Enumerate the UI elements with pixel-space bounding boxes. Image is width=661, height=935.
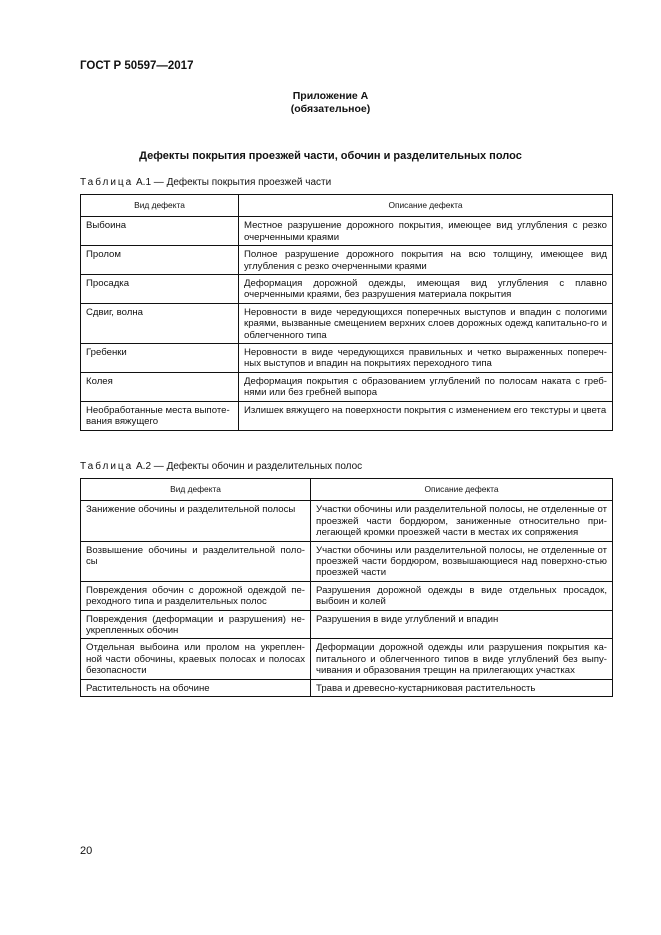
table-row xyxy=(81,246,613,275)
defect-description: Неровности в виде чередующихся правильных и четко выраженных попереч-ных выступов и впадин на покрытиях переходного типа xyxy=(239,344,613,373)
defect-description: Местное разрушение дорожного покрытия, имеющее вид углубления с резко очерченными краями xyxy=(239,217,613,246)
table2-header-type: Вид дефекта xyxy=(81,479,311,501)
table-row xyxy=(81,639,613,679)
defect-type: Гребенки xyxy=(81,344,239,373)
defect-description: Трава и древесно-кустарниковая растительность xyxy=(311,679,613,696)
table1-header-row xyxy=(81,195,613,217)
table-row xyxy=(81,217,613,246)
table-row xyxy=(81,372,613,401)
standard-number: ГОСТ Р 50597—2017 xyxy=(80,60,194,72)
defect-description: Разрушения дорожной одежды в виде отдельных просадок, выбоин и колей xyxy=(311,581,613,610)
defect-type: Растительность на обочине xyxy=(81,679,311,696)
table-row xyxy=(81,679,613,696)
table-row xyxy=(81,610,613,639)
defect-description: Деформация дорожной одежды, имеющая вид углубления с плавно очерченными краями, без разрушения материала покрытия xyxy=(239,275,613,304)
defect-description: Разрушения в виде углублений и впадин xyxy=(311,610,613,639)
appendix-title: Приложение А xyxy=(292,90,369,102)
defect-description: Деформации дорожной одежды или разрушения покрытия ка-питального и облегченного типов в виде углублений без выпу-чивания и образования трещин на прилегающих участках xyxy=(311,639,613,679)
table2-caption xyxy=(80,461,362,472)
defect-type: Занижение обочины и разделительной полосы xyxy=(81,501,311,541)
table-row xyxy=(81,344,613,373)
defect-type: Сдвиг, волна xyxy=(81,303,239,343)
table-row xyxy=(81,541,613,581)
defect-description: Деформация покрытия с образованием углублений по полосам наката с греб-нями или без гребней выпора xyxy=(239,372,613,401)
appendix-status: (обязательное) xyxy=(290,103,371,115)
defect-type: Возвышение обочины и разделительной поло-сы xyxy=(81,541,311,581)
defect-type: Необработанные места выпоте-вания вяжущего xyxy=(81,401,239,430)
defect-description: Неровности в виде чередующихся поперечных выступов и впадин с пологими краями, вызванные смещением верхних слоев дорожных одежд капитально-го и облегченного типа xyxy=(239,303,613,343)
table1-caption xyxy=(80,177,331,188)
table-row xyxy=(81,401,613,430)
table-row xyxy=(81,303,613,343)
defect-description: Излишек вяжущего на поверхности покрытия с изменением его текстуры и цвета xyxy=(239,401,613,430)
table1 xyxy=(80,194,613,431)
page-number: 20 xyxy=(80,845,93,857)
defect-description: Полное разрушение дорожного покрытия на всю толщину, имеющее вид углубления с резко очерченными краями xyxy=(239,246,613,275)
table1-caption-prefix: Таблица xyxy=(80,177,134,188)
defect-type: Отдельная выбоина или пролом на укреплен-ной части обочины, краевых полосах и полосах безопасности xyxy=(81,639,311,679)
defect-type: Пролом xyxy=(81,246,239,275)
appendix-heading xyxy=(0,90,661,116)
defect-type: Выбоина xyxy=(81,217,239,246)
table1-header-type: Вид дефекта xyxy=(81,195,239,217)
table-row xyxy=(81,275,613,304)
defect-type: Колея xyxy=(81,372,239,401)
table2 xyxy=(80,478,613,697)
table-row xyxy=(81,501,613,541)
table2-header-description: Описание дефекта xyxy=(311,479,613,501)
table1-header-description: Описание дефекта xyxy=(239,195,613,217)
table2-caption-prefix: Таблица xyxy=(80,461,134,472)
defect-type: Просадка xyxy=(81,275,239,304)
defect-type: Повреждения обочин с дорожной одеждой пе-реходного типа и разделительных полос xyxy=(81,581,311,610)
section-title: Дефекты покрытия проезжей части, обочин и разделительных полос xyxy=(139,150,522,162)
table1-caption-text: А.1 — Дефекты покрытия проезжей части xyxy=(133,177,332,188)
defect-description: Участки обочины или разделительной полосы, не отделенные от проезжей части бордюром, заниженные относительно при-легающей кромки проезжей части в местах их сопряжения xyxy=(311,501,613,541)
defect-type: Повреждения (деформации и разрушения) не-укрепленных обочин xyxy=(81,610,311,639)
table2-caption-text: А.2 — Дефекты обочин и разделительных полос xyxy=(133,461,363,472)
defect-description: Участки обочины или разделительной полосы, не отделенные от проезжей части бордюром, возвышающиеся над поверхно-стью проезжей части xyxy=(311,541,613,581)
table2-header-row xyxy=(81,479,613,501)
table-row xyxy=(81,581,613,610)
